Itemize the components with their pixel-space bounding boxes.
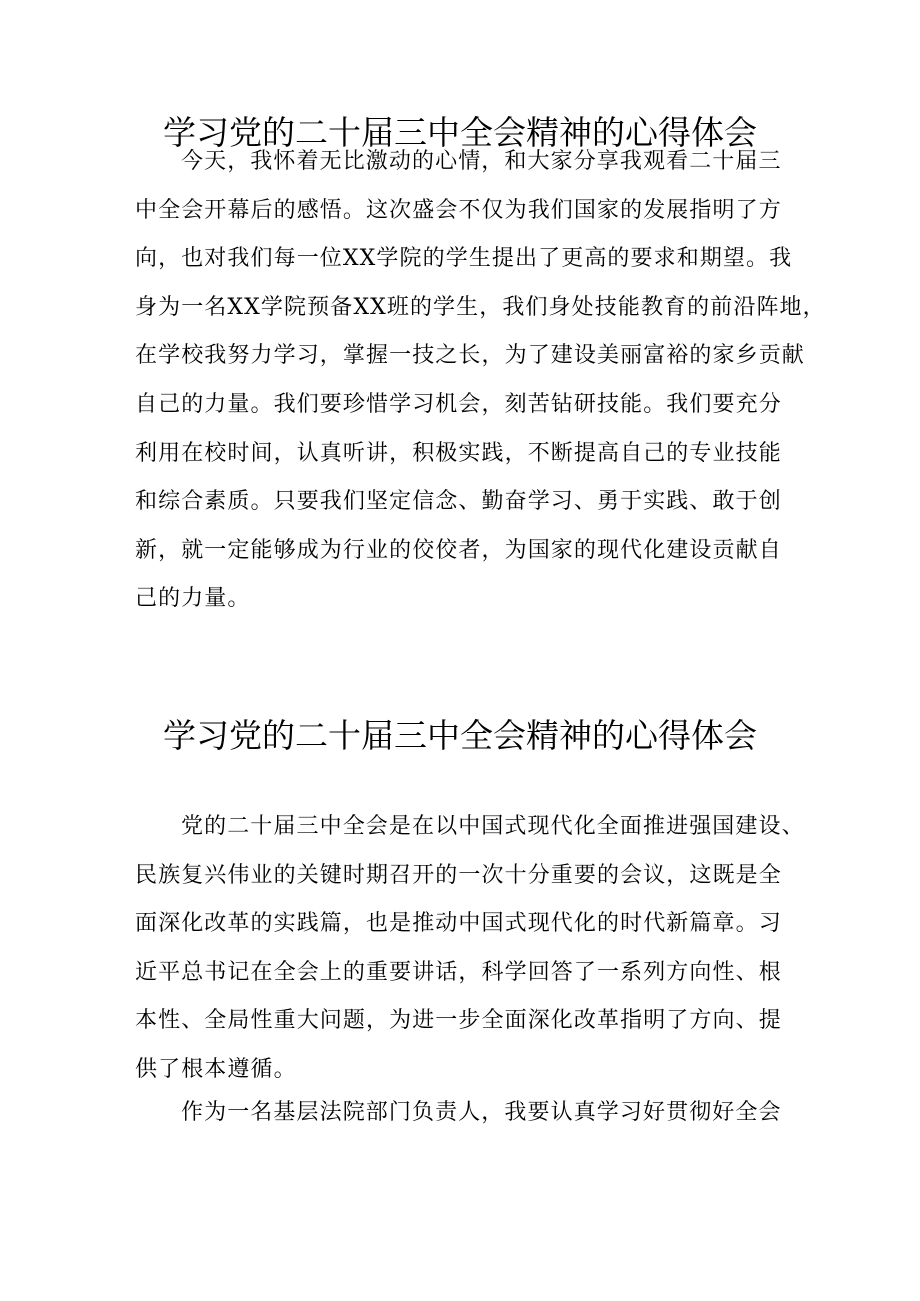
paragraph-line: 向，也对我们每一位XX学院的学生提出了更高的要求和期望。我 (135, 246, 793, 272)
paragraph-line: 己的力量。 (135, 586, 251, 612)
paragraph-line: 中全会开幕后的感悟。这次盛会不仅为我们国家的发展指明了方 (135, 197, 782, 223)
paragraph-line: 今天，我怀着无比激动的心情，和大家分享我观看二十届三 (181, 149, 782, 174)
paragraph-line: 作为一名基层法院部门负责人，我要认真学习好贯彻好全会 (181, 1100, 782, 1125)
paragraph-line: 近平总书记在全会上的重要讲话，科学回答了一系列方向性、根 (135, 959, 782, 985)
section-2-paragraph-1 (135, 803, 805, 1095)
section-2-paragraph-2 (135, 1089, 795, 1138)
paragraph-line: 利用在校时间，认真听讲，积极实践，不断提高自己的专业技能 (135, 440, 782, 466)
section-1-title: 学习党的二十届三中全会精神的心得体会 (163, 113, 757, 152)
section-1-paragraph (135, 138, 826, 624)
section-2-title: 学习党的二十届三中全会精神的心得体会 (163, 716, 757, 755)
paragraph-line: 在学校我努力学习，掌握一技之长，为了建设美丽富裕的家乡贡献 (135, 343, 805, 369)
paragraph-line: 和综合素质。只要我们坚定信念、勤奋学习、勇于实践、敢于创 (135, 489, 782, 515)
paragraph-line: 身为一名XX学院预备XX班的学生，我们身处技能教育的前沿阵地， (135, 294, 826, 320)
paragraph-line: 民族复兴伟业的关键时期召开的一次十分重要的会议，这既是全 (135, 862, 782, 888)
paragraph-line: 本性、全局性重大问题，为进一步全面深化改革指明了方向、提 (135, 1008, 782, 1034)
paragraph-line: 党的二十届三中全会是在以中国式现代化全面推进强国建设、 (181, 814, 805, 839)
paragraph-line: 新，就一定能够成为行业的佼佼者，为国家的现代化建设贡献自 (135, 537, 782, 563)
paragraph-line: 面深化改革的实践篇，也是推动中国式现代化的时代新篇章。习 (135, 911, 782, 937)
paragraph-line: 供了根本遵循。 (135, 1056, 297, 1082)
paragraph-line: 自己的力量。我们要珍惜学习机会，刻苦钻研技能。我们要充分 (135, 391, 782, 417)
